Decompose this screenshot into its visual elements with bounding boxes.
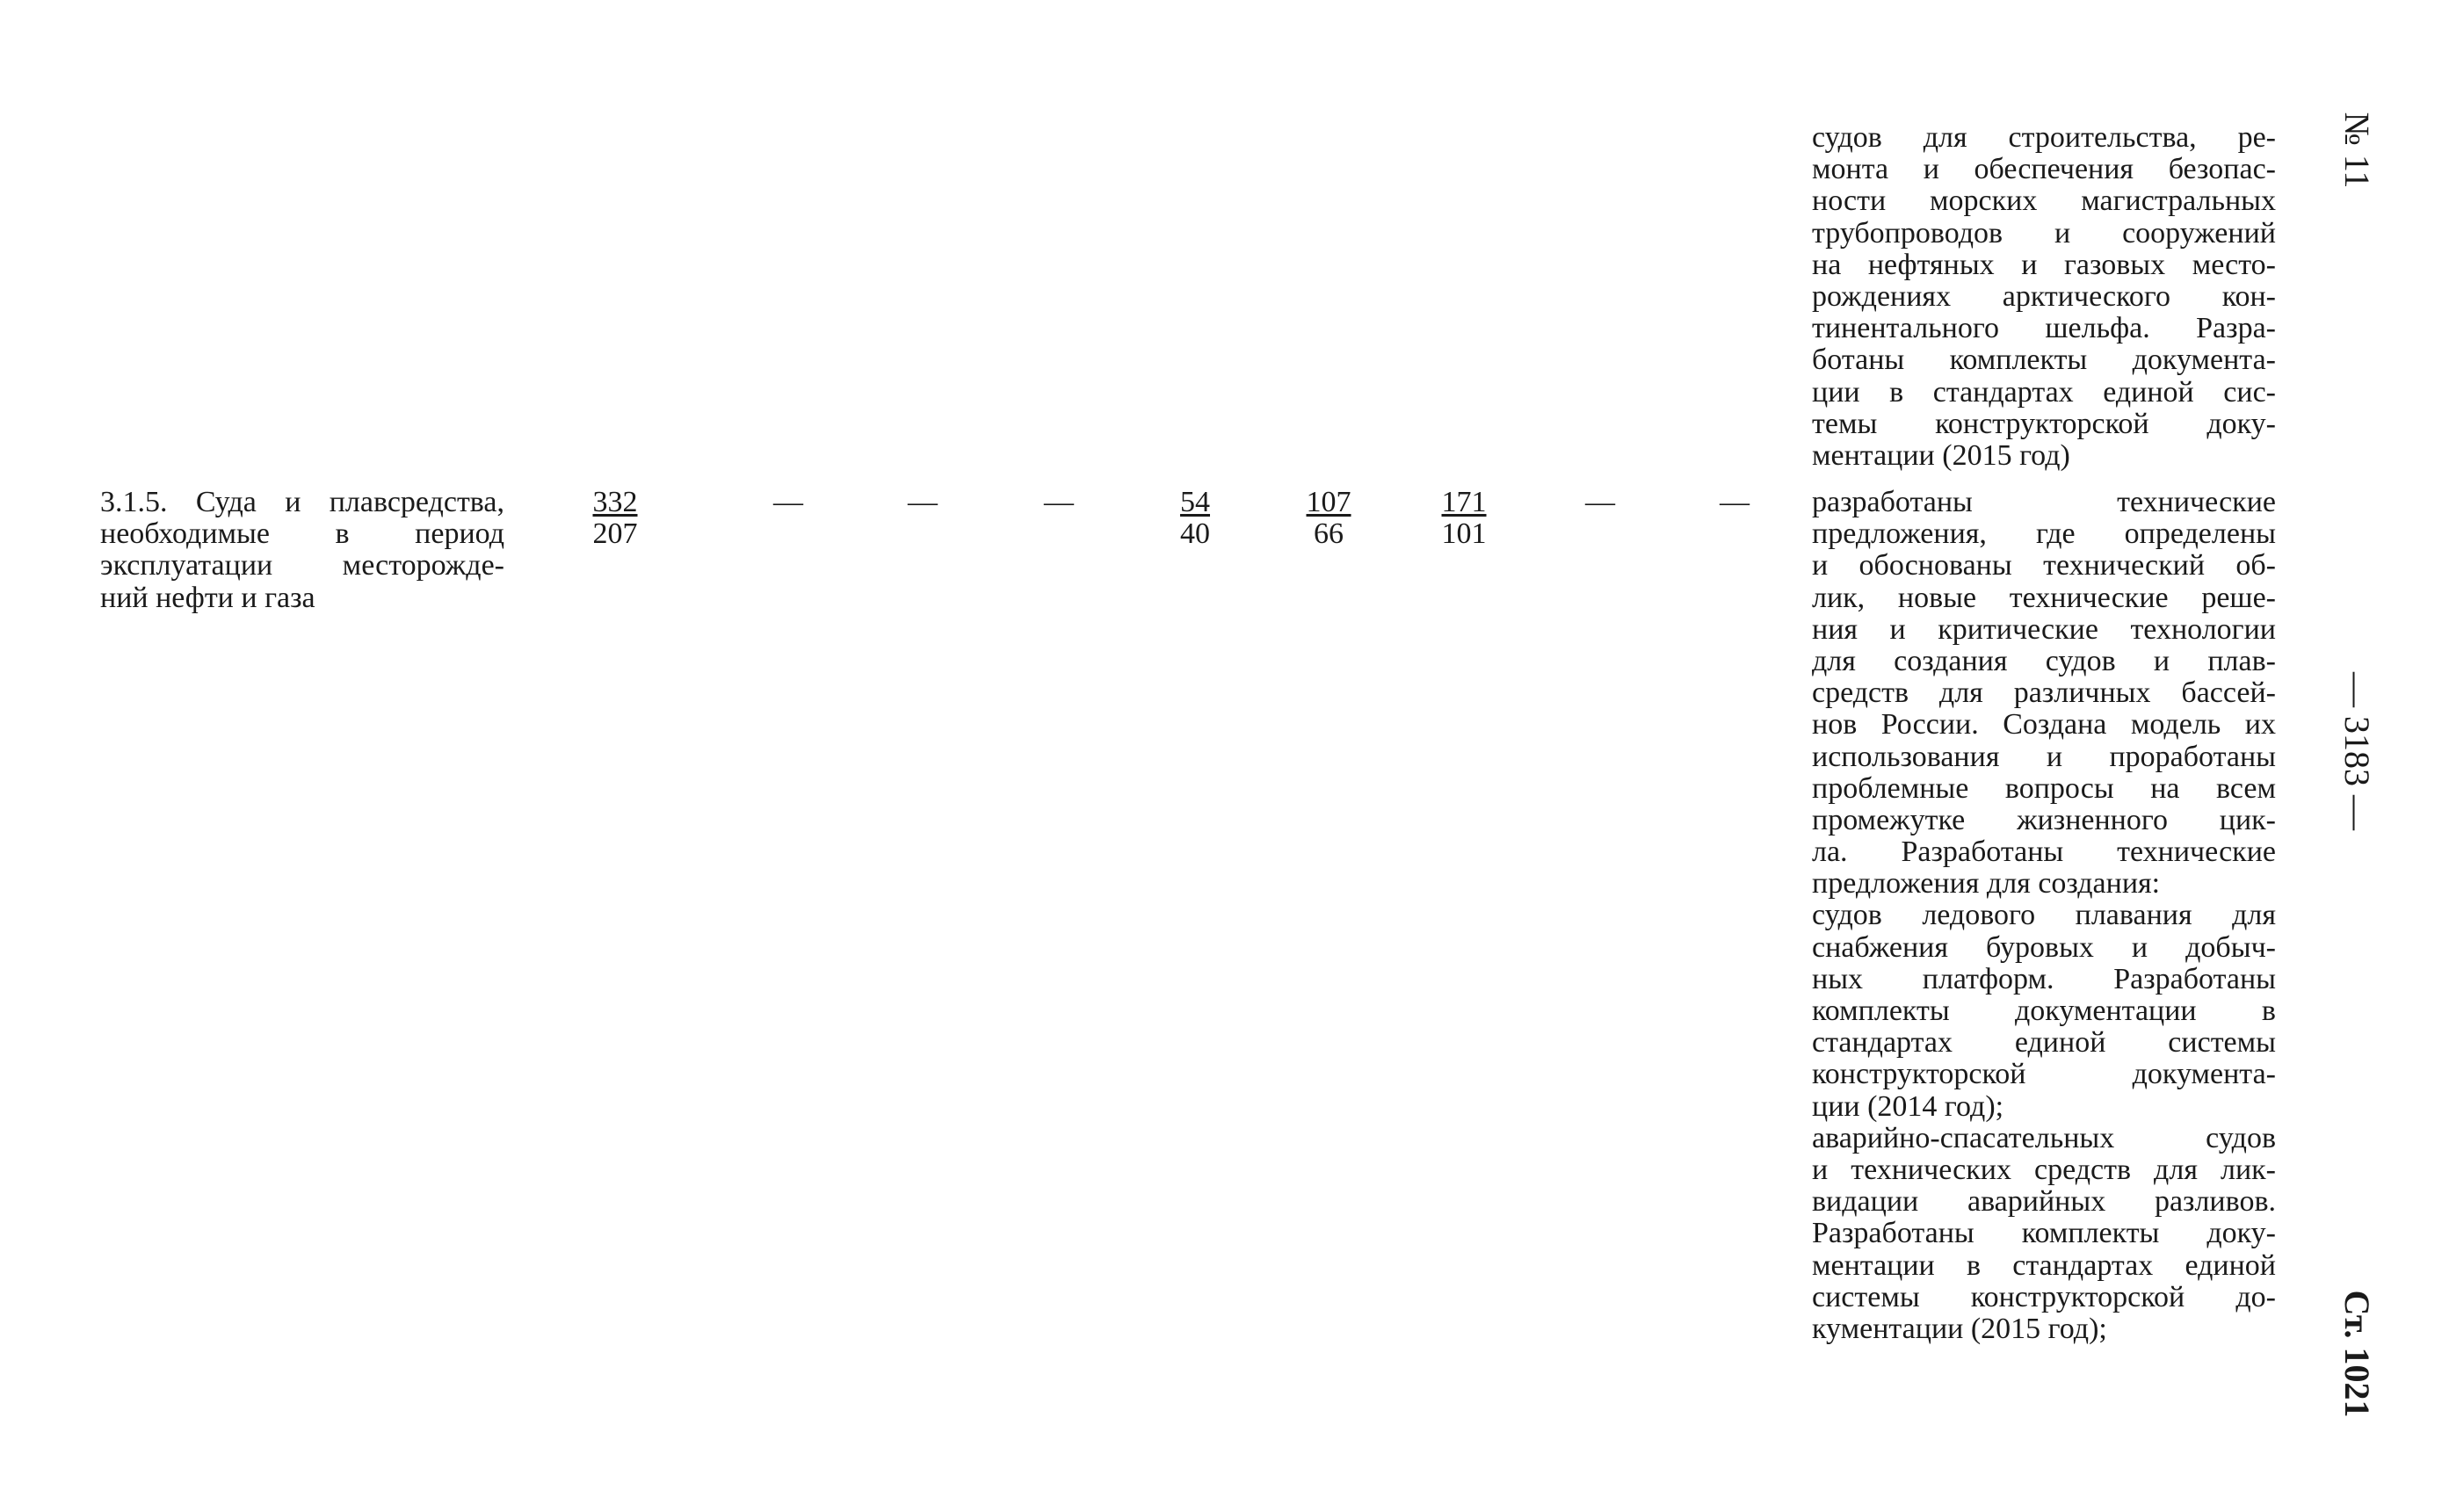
row-name-cell	[100, 487, 504, 614]
article-number: Ст. 1021	[2337, 1290, 2377, 1418]
result-line: на нефтяных и газовых место-	[1812, 248, 2276, 281]
result-line: промежутке жизненного цик-	[1812, 803, 2276, 836]
result-line: ных платформ. Разработаны	[1812, 962, 2276, 995]
issue-number: № 11	[2337, 112, 2377, 189]
result-line: для создания судов и плав-	[1812, 644, 2276, 677]
result-line: ментации в стандартах единой	[1812, 1248, 2276, 1282]
result-line: стандартах единой системы	[1812, 1026, 2276, 1060]
result-line: ния и критические технологии	[1812, 612, 2276, 646]
result-line: конструкторской документа-	[1812, 1058, 2276, 1091]
empty-cell-dash: —	[773, 486, 803, 518]
result-line: судов для строительства, ре-	[1812, 121, 2276, 154]
result-line: лик, новые технические реше-	[1812, 581, 2276, 614]
result-line: ности морских магистральных	[1812, 184, 2276, 218]
year-bottom-value: 101	[1441, 517, 1487, 551]
result-line: нов России. Создана модель их	[1812, 708, 2276, 742]
empty-cell-dash: —	[1044, 486, 1074, 518]
year-top-value: 54	[1180, 486, 1210, 518]
result-line: и технических средств для лик-	[1812, 1153, 2276, 1186]
page-number: — 3183 —	[2337, 672, 2377, 830]
result-line: разработаны технические	[1812, 486, 2276, 518]
total-top-value: 332	[592, 486, 638, 518]
row-name-line: ний нефти и газа	[100, 581, 315, 614]
result-line: ботаны комплекты документа-	[1812, 344, 2276, 377]
row-name-line: эксплуатации месторожде-	[100, 549, 504, 582]
result-line: проблемные вопросы на всем	[1812, 771, 2276, 805]
year-top-value: 107	[1306, 486, 1351, 518]
result-line: комплекты документации в	[1812, 995, 2276, 1027]
result-line: судов ледового плавания для	[1812, 899, 2276, 932]
year-top-value: 171	[1441, 486, 1487, 518]
total-bottom-value: 207	[592, 517, 638, 551]
result-line: снабжения буровых и добыч-	[1812, 930, 2276, 964]
result-line: ла. Разработаны технические	[1812, 836, 2276, 869]
result-line: кументации (2015 год);	[1812, 1312, 2107, 1345]
result-line: тинентального шельфа. Разра-	[1812, 312, 2276, 345]
result-line: Разработаны комплекты доку-	[1812, 1217, 2276, 1250]
year-cell-2015	[1176, 487, 1214, 550]
result-line: средств для различных бассей-	[1812, 676, 2276, 710]
total-cell	[582, 487, 648, 550]
result-line: видации аварийных разливов.	[1812, 1185, 2276, 1219]
row-name-line: 3.1.5. Суда и плавсредства,	[100, 486, 504, 518]
result-line: темы конструкторской доку-	[1812, 407, 2276, 440]
result-line: рождениях арктического кон-	[1812, 279, 2276, 313]
year-cell-2017	[1438, 487, 1490, 550]
year-bottom-value: 40	[1180, 517, 1210, 551]
year-bottom-value: 66	[1314, 517, 1344, 551]
result-line: трубопроводов и сооружений	[1812, 216, 2276, 250]
previous-result-cell	[1812, 122, 2276, 472]
result-cell	[1812, 487, 2276, 1345]
result-line: использования и проработаны	[1812, 740, 2276, 773]
empty-cell-dash: —	[1585, 486, 1615, 518]
result-line: системы конструкторской до-	[1812, 1280, 2276, 1313]
result-line: ции (2014 год);	[1812, 1089, 2004, 1123]
result-line: предложения, где определены	[1812, 517, 2276, 551]
result-line: аварийно-спасательных судов	[1812, 1121, 2276, 1154]
empty-cell-dash: —	[908, 486, 938, 518]
row-name-line: необходимые в период	[100, 517, 504, 551]
result-line: монта и обеспечения безопас-	[1812, 153, 2276, 186]
result-line: предложения для создания:	[1812, 867, 2161, 901]
empty-cell-dash: —	[1720, 486, 1750, 518]
result-line: ментации (2015 год)	[1812, 438, 2070, 472]
year-cell-2016	[1302, 487, 1355, 550]
result-line: ции в стандартах единой сис-	[1812, 375, 2276, 409]
result-line: и обоснованы технический об-	[1812, 549, 2276, 582]
